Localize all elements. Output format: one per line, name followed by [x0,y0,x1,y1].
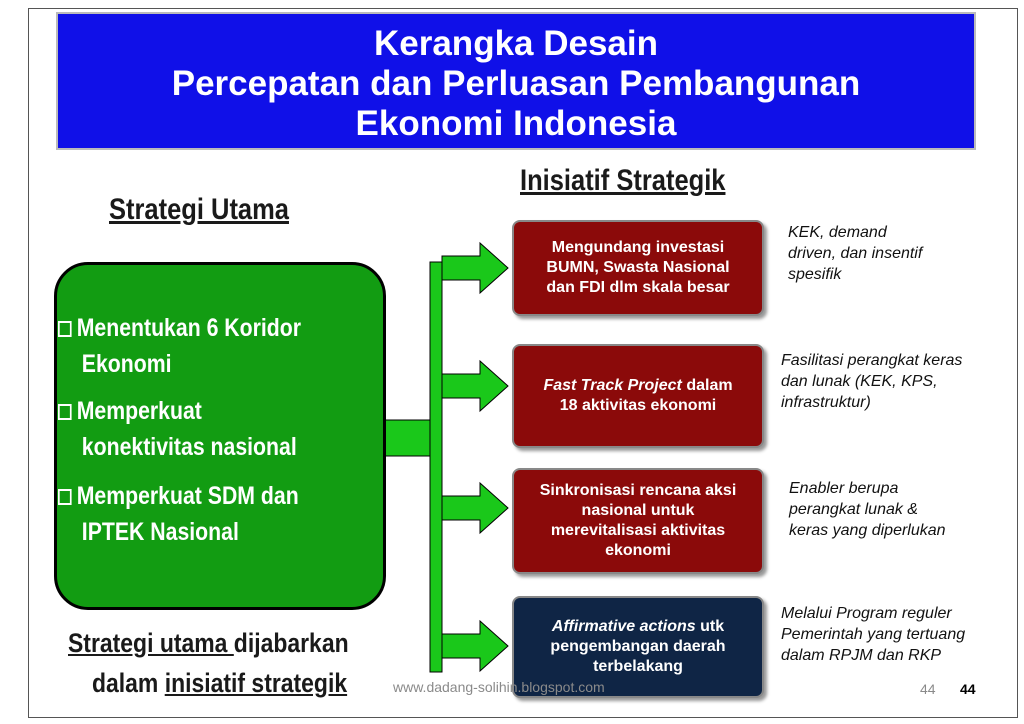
note-2-line-2: dan lunak (KEK, KPS, [781,373,938,390]
note-4 [781,603,965,666]
note-1-line-3: spesifik [788,266,842,283]
inisiatif-box-2-line-1 [514,376,762,396]
strategi-utama-heading: Strategi Utama [109,193,289,226]
footer-line-1 [68,628,349,659]
note-2-line-1: Fasilitasi perangkat keras [781,352,963,369]
inisiatif-box-3-line-3: merevitalisasi aktivitas [550,522,726,539]
footer-underlined-2: inisiatif strategik [164,668,348,698]
note-3-line-2: perangkat lunak & [789,501,918,518]
inisiatif-box-2 [512,344,764,448]
strategi-item-1-line-1: Menentukan 6 Koridor [76,314,302,342]
inisiatif-box-3-line-4: ekonomi [605,542,671,559]
note-4-line-3: dalam RPJM dan RKP [781,647,942,664]
inisiatif-box-3 [512,468,764,574]
footer-plain-2: dalam [92,668,165,698]
title-line-2: Percepatan dan Perluasan Pembangunan [171,64,861,103]
vertical-trunk [430,262,442,672]
strategi-item-1-line-2: Ekonomi [81,350,172,378]
strategi-item-2 [58,393,297,465]
affirmative-rest: utk [695,618,725,635]
title-line-1: Kerangka Desain [373,24,659,63]
strategi-item-3 [58,478,299,550]
inisiatif-box-3-line-2: nasional untuk [581,502,695,519]
arrow-1 [442,243,508,293]
footer-plain-1: dijabarkan [233,628,349,658]
note-2 [781,350,962,413]
note-1 [788,222,922,285]
strategi-item-1 [58,310,301,382]
inisiatif-box-2-line-2: 18 aktivitas ekonomi [559,397,717,414]
inisiatif-box-1 [512,220,764,316]
source-url: www.dadang-solihin.blogspot.com [393,679,605,695]
note-3-line-1: Enabler berupa [789,480,899,497]
inisiatif-box-4-line-1 [514,617,762,637]
fast-track-project-text: Fast Track Project [543,377,682,394]
note-4-line-2: Pemerintah yang tertuang [781,626,966,643]
note-3 [789,478,946,541]
inisiatif-box-3-line-1: Sinkronisasi rencana aksi [539,482,737,499]
inisiatif-box-4-line-2: pengembangan daerah [550,638,726,655]
title-line-3: Ekonomi Indonesia [355,104,677,143]
strategi-item-3-line-1: Memperkuat SDM dan [76,482,299,510]
checkbox-icon [58,321,72,337]
arrow-4 [442,621,508,671]
arrow-3 [442,483,508,533]
note-4-line-1: Melalui Program reguler [781,605,952,622]
footer-line-2 [92,668,347,699]
inisiatif-box-4-line-3: terbelakang [593,658,683,675]
strategi-item-3-line-2: IPTEK Nasional [81,518,239,546]
arrow-2 [442,361,508,411]
inisiatif-strategik-heading: Inisiatif Strategik [520,164,726,197]
affirmative-actions-text: Affirmative actions [551,618,696,635]
strategi-item-2-line-1: Memperkuat [76,397,202,425]
fast-track-rest: dalam [681,377,733,394]
strategi-item-2-line-2: konektivitas nasional [81,433,297,461]
note-1-line-1: KEK, demand [788,224,887,241]
footer-underlined-1: Strategi utama [68,628,234,658]
page-number-faint: 44 [920,681,936,697]
note-3-line-3: keras yang diperlukan [789,522,946,539]
note-1-line-2: driven, dan insentif [788,245,923,262]
checkbox-icon [58,404,72,420]
page-number: 44 [960,681,976,697]
inisiatif-box-1-line-2: BUMN, Swasta Nasional [546,259,730,276]
checkbox-icon [58,489,72,505]
inisiatif-box-1-line-3: dan FDI dlm skala besar [546,279,730,296]
note-2-line-3: infrastruktur) [781,394,871,411]
inisiatif-box-1-line-1: Mengundang investasi [551,239,725,256]
connector-block [384,420,432,456]
